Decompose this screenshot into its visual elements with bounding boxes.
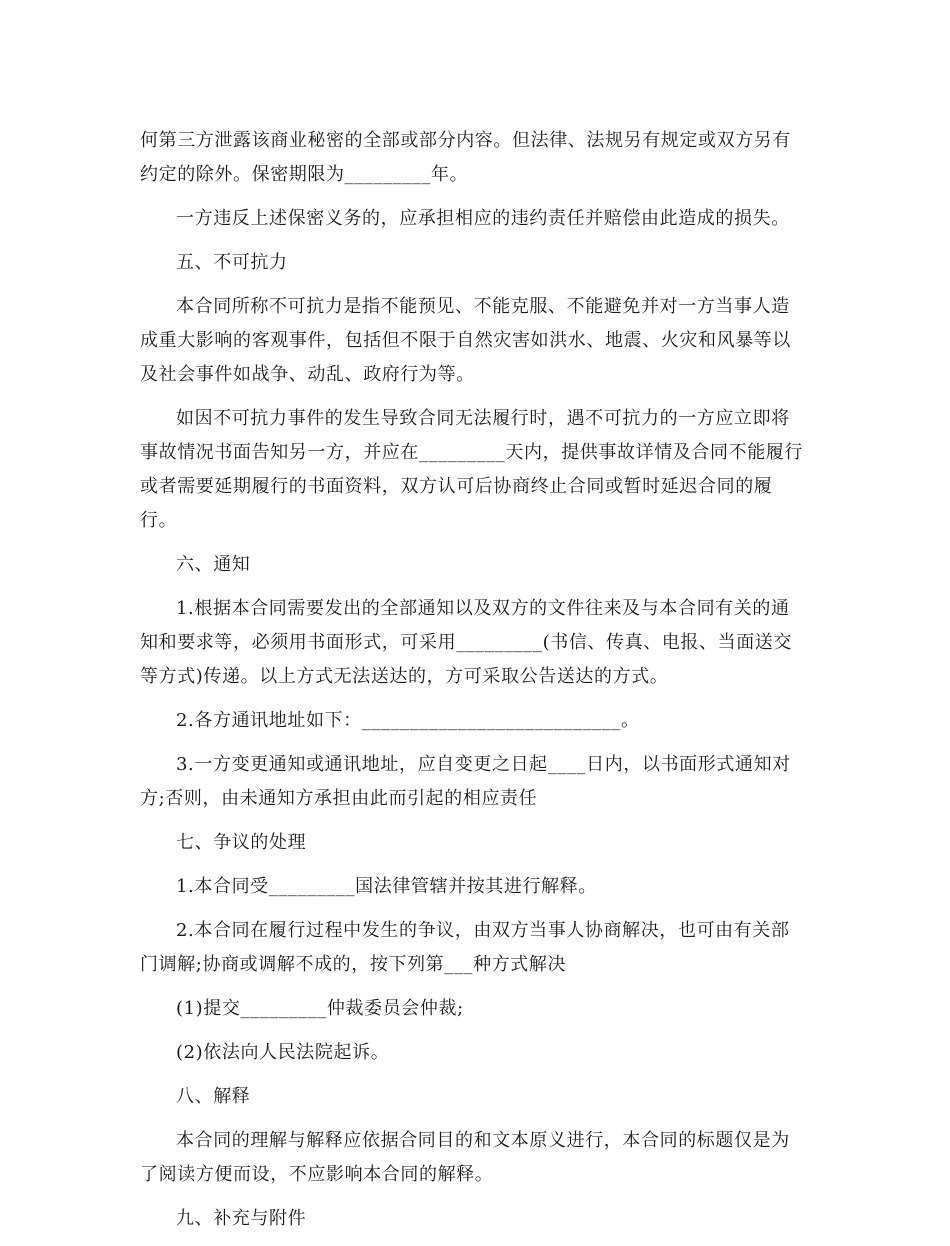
paragraph-interpretation: 本合同的理解与解释应依据合同目的和文本原义进行，本合同的标题仅是为了阅读方便而设，不应影响本合同的解释。: [140, 1130, 790, 1185]
section-heading-force-majeure: 五、不可抗力: [176, 252, 288, 273]
section-heading-supplement: 九、补充与附件: [176, 1208, 307, 1229]
paragraph-notice-2: 2.各方通讯地址如下：___________________________。: [176, 710, 640, 731]
paragraph-dispute-option-2: (2)依法向人民法院起诉。: [176, 1042, 390, 1063]
paragraph-notice-1: 1.根据本合同需要发出的全部通知以及双方的文件往来及与本合同有关的通知和要求等，必须用书面形式，可采用_________(书信、传真、电报、当面送交等方式)传递。以上方式无法送达的，方可采取公告送达的方式。: [140, 598, 793, 687]
document-body: [140, 124, 806, 1246]
paragraph-dispute-1: 1.本合同受_________国法律管辖并按其进行解释。: [176, 876, 597, 897]
section-heading-notice: 六、通知: [176, 554, 251, 575]
paragraph-force-majeure-notice: 如因不可抗力事件的发生导致合同无法履行时，遇不可抗力的一方应立即将事故情况书面告知另一方，并应在_________天内，提供事故详情及合同不能履行或者需要延期履行的书面资料，双方认可后协商终止合同或暂时延迟合同的履行。: [140, 408, 803, 531]
paragraph-notice-3: 3.一方变更通知或通讯地址，应自变更之日起____日内，以书面形式通知对方;否则，由未通知方承担由此而引起的相应责任: [140, 754, 791, 809]
section-heading-interpretation: 八、解释: [176, 1086, 251, 1107]
paragraph-breach-liability: 一方违反上述保密义务的，应承担相应的违约责任并赔偿由此造成的损失。: [176, 208, 790, 229]
paragraph-dispute-option-1: (1)提交_________仲裁委员会仲裁;: [176, 998, 464, 1019]
section-heading-dispute: 七、争议的处理: [176, 832, 307, 853]
paragraph-confidentiality-continued: 何第三方泄露该商业秘密的全部或部分内容。但法律、法规另有规定或双方另有约定的除外。保密期限为_________年。: [140, 130, 791, 185]
paragraph-force-majeure-definition: 本合同所称不可抗力是指不能预见、不能克服、不能避免并对一方当事人造成重大影响的客观事件，包括但不限于自然灾害如洪水、地震、火灾和风暴等以及社会事件如战争、动乱、政府行为等。: [140, 296, 791, 385]
paragraph-dispute-2: 2.本合同在履行过程中发生的争议，由双方当事人协商解决，也可由有关部门调解;协商或调解不成的，按下列第___种方式解决: [140, 920, 790, 975]
